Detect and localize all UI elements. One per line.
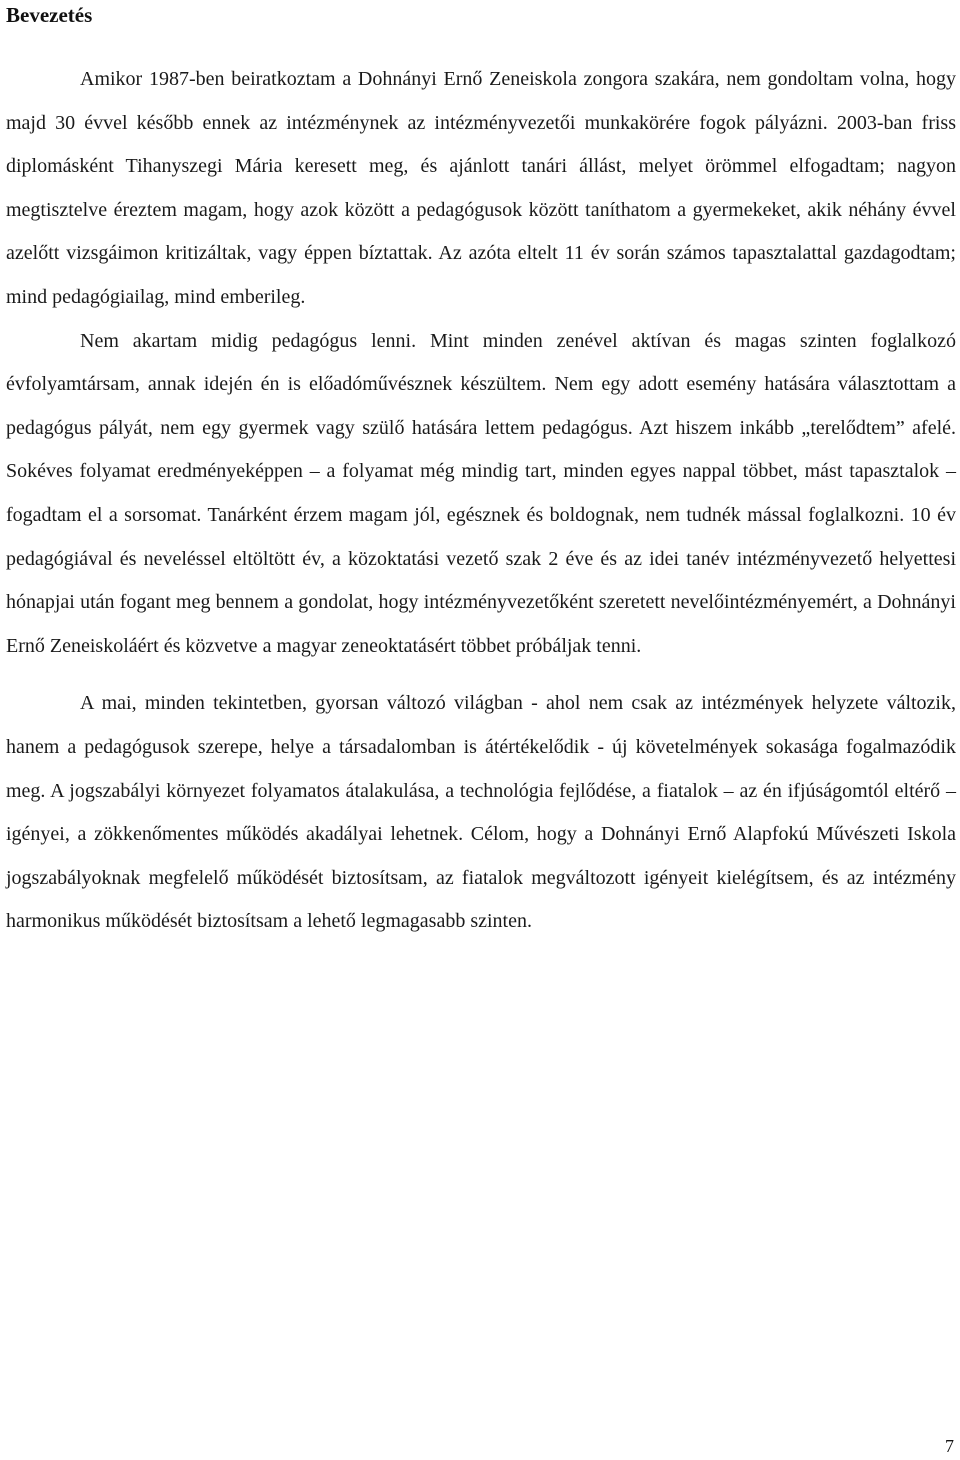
page-number: 7 xyxy=(945,1436,954,1456)
section-heading: Bevezetés xyxy=(6,3,93,27)
paragraph-1: Amikor 1987-ben beiratkoztam a Dohnányi Ernő Zeneiskola zongora szakára, nem gondoltam volna, hogy majd 30 évvel később ennek az intézménynek az intézményvezetői munkakörére fogok pályázni. 2003-ban friss diplomásként Tihanyszegi Mária keresett meg, és ajánlott tanári állást, melyet örömmel elfogadtam; nagyon megtisztelve éreztem magam, hogy azok között a pedagógusok között taníthatom a gyermekeket, akik néhány évvel azelőtt vizsgáimon kritizáltak, vagy éppen bíztattak. Az azóta eltelt 11 év során számos tapasztalattal gazdagodtam; mind pedagógiailag, mind emberileg. xyxy=(6,68,956,308)
paragraph-3: A mai, minden tekintetben, gyorsan változó világban - ahol nem csak az intézmények helyzete változik, hanem a pedagógusok szerepe, helye a társadalomban is átértékelődik - új követelmények sokasága fogalmazódik meg. A jogszabályi környezet folyamatos átalakulása, a technológia fejlődése, a fiatalok – az én ifjúságomtól eltérő – igényei, a zökkenőmentes működés akadályai lehetnek. Célom, hogy a Dohnányi Ernő Alapfokú Művészeti Iskola jogszabályoknak megfelelő működését biztosítsam, az fiatalok megváltozott igényeit kielégítsem, és az intézmény harmonikus működését biztosítsam a lehető legmagasabb szinten. xyxy=(6,692,956,933)
document-body xyxy=(6,58,956,944)
paragraph-2: Nem akartam midig pedagógus lenni. Mint minden zenével aktívan és magas szinten foglalkozó évfolyamtársam, annak idején én is előadóművésznek készültem. Nem egy adott esemény hatására választottam a pedagógus pályát, nem egy gyermek vagy szülő hatására lettem pedagógus. Azt hiszem inkább „terelődtem” afelé. Sokéves folyamat eredményeképpen – a folyamat még mindig tart, minden egyes nappal többet, mást tapasztalok – fogadtam el a sorsomat. Tanárként érzem magam jól, egésznek és boldognak, nem tudnék mással foglalkozni. 10 év pedagógiával és neveléssel eltöltött év, a közoktatási vezető szak 2 éve és az idei tanév intézményvezető helyettesi hónapjai után fogant meg bennem a gondolat, hogy intézményvezetőként szeretett nevelőintézményemért, a Dohnányi Ernő Zeneiskoláért és közvetve a magyar zeneoktatásért többet próbáljak tenni. xyxy=(6,329,956,657)
